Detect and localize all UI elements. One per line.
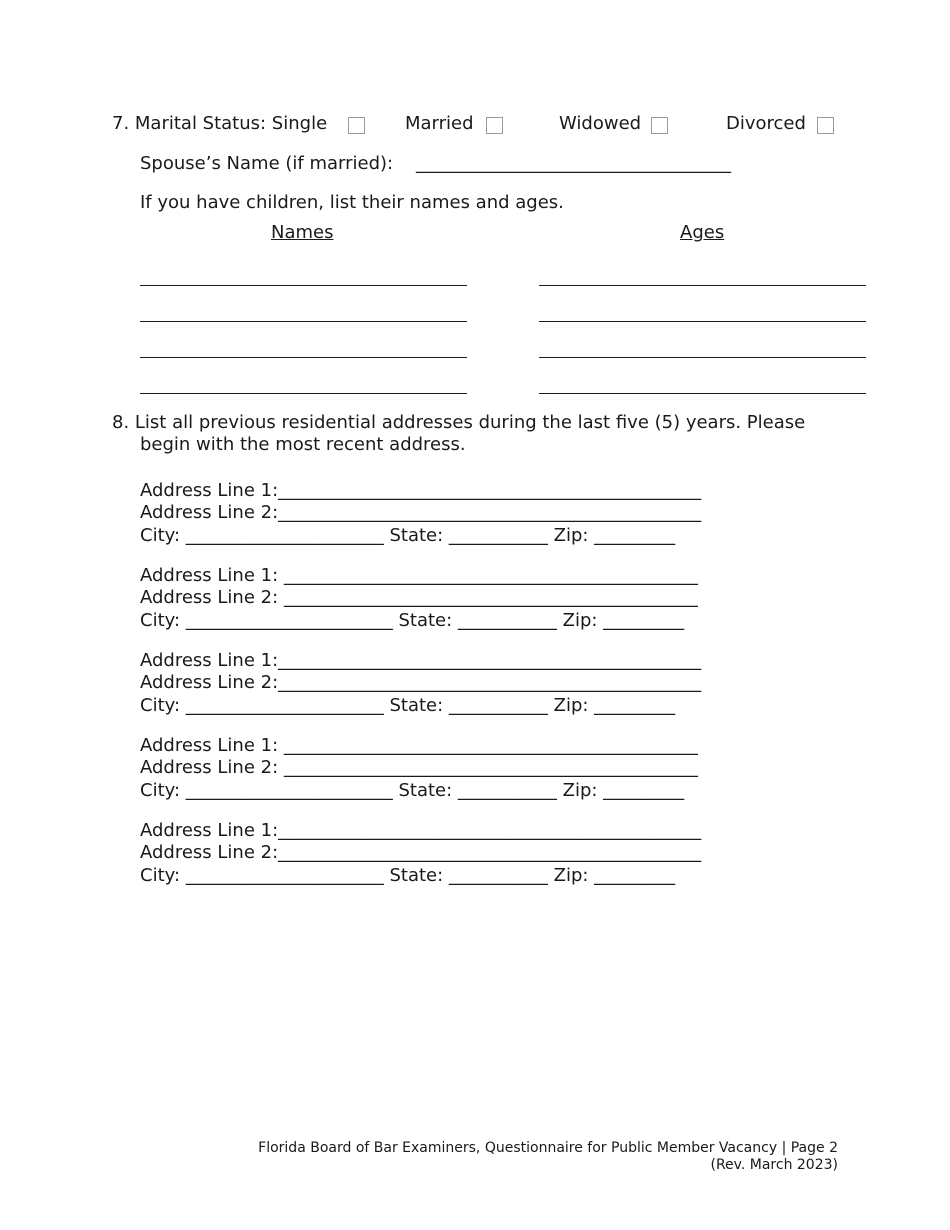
city-state-zip-fields[interactable]: City: ______________________ State: ___________ Zip: _________: [140, 865, 676, 886]
child-age-line[interactable]: [539, 321, 866, 322]
address-line-1-field[interactable]: Address Line 1:_______________________________________________: [140, 480, 702, 501]
address-line-1-field[interactable]: Address Line 1: ______________________________________________: [140, 565, 698, 586]
child-age-line[interactable]: [539, 393, 866, 394]
names-header: Names: [271, 222, 334, 243]
footer-revision: (Rev. March 2023): [710, 1157, 838, 1173]
address-line-1-field[interactable]: Address Line 1:_______________________________________________: [140, 820, 702, 841]
single-checkbox[interactable]: [348, 117, 365, 134]
child-name-line[interactable]: [140, 357, 467, 358]
ages-header: Ages: [680, 222, 725, 243]
child-age-line[interactable]: [539, 357, 866, 358]
q7-marital-status-label: 7. Marital Status: Single: [112, 113, 328, 134]
city-state-zip-fields[interactable]: City: ______________________ State: ___________ Zip: _________: [140, 695, 676, 716]
divorced-label: Divorced: [726, 113, 806, 134]
divorced-checkbox[interactable]: [817, 117, 834, 134]
city-state-zip-fields[interactable]: City: ______________________ State: ___________ Zip: _________: [140, 525, 676, 546]
address-line-1-field[interactable]: Address Line 1: ______________________________________________: [140, 735, 698, 756]
widowed-label: Widowed: [559, 113, 642, 134]
child-age-line[interactable]: [539, 285, 866, 286]
address-line-2-field[interactable]: Address Line 2:_______________________________________________: [140, 842, 702, 863]
spouse-name-label: Spouse’s Name (if married):: [140, 153, 394, 174]
child-name-line[interactable]: [140, 285, 467, 286]
city-state-zip-fields[interactable]: City: _______________________ State: ___________ Zip: _________: [140, 780, 685, 801]
married-label: Married: [405, 113, 474, 134]
address-line-2-field[interactable]: Address Line 2:_______________________________________________: [140, 672, 702, 693]
widowed-checkbox[interactable]: [651, 117, 668, 134]
address-line-2-field[interactable]: Address Line 2: ______________________________________________: [140, 587, 698, 608]
address-line-2-field[interactable]: Address Line 2: ______________________________________________: [140, 757, 698, 778]
address-line-2-field[interactable]: Address Line 2:_______________________________________________: [140, 502, 702, 523]
child-name-line[interactable]: [140, 321, 467, 322]
child-name-line[interactable]: [140, 393, 467, 394]
q8-prompt-line1: 8. List all previous residential addresses during the last five (5) years. Please: [112, 412, 806, 433]
footer-title: Florida Board of Bar Examiners, Questionnaire for Public Member Vacancy | Page 2: [258, 1140, 838, 1156]
address-line-1-field[interactable]: Address Line 1:_______________________________________________: [140, 650, 702, 671]
city-state-zip-fields[interactable]: City: _______________________ State: ___________ Zip: _________: [140, 610, 685, 631]
q8-prompt-line2: begin with the most recent address.: [140, 434, 466, 455]
spouse-name-field[interactable]: ___________________________________: [416, 153, 731, 174]
married-checkbox[interactable]: [486, 117, 503, 134]
children-prompt: If you have children, list their names and ages.: [140, 192, 564, 213]
